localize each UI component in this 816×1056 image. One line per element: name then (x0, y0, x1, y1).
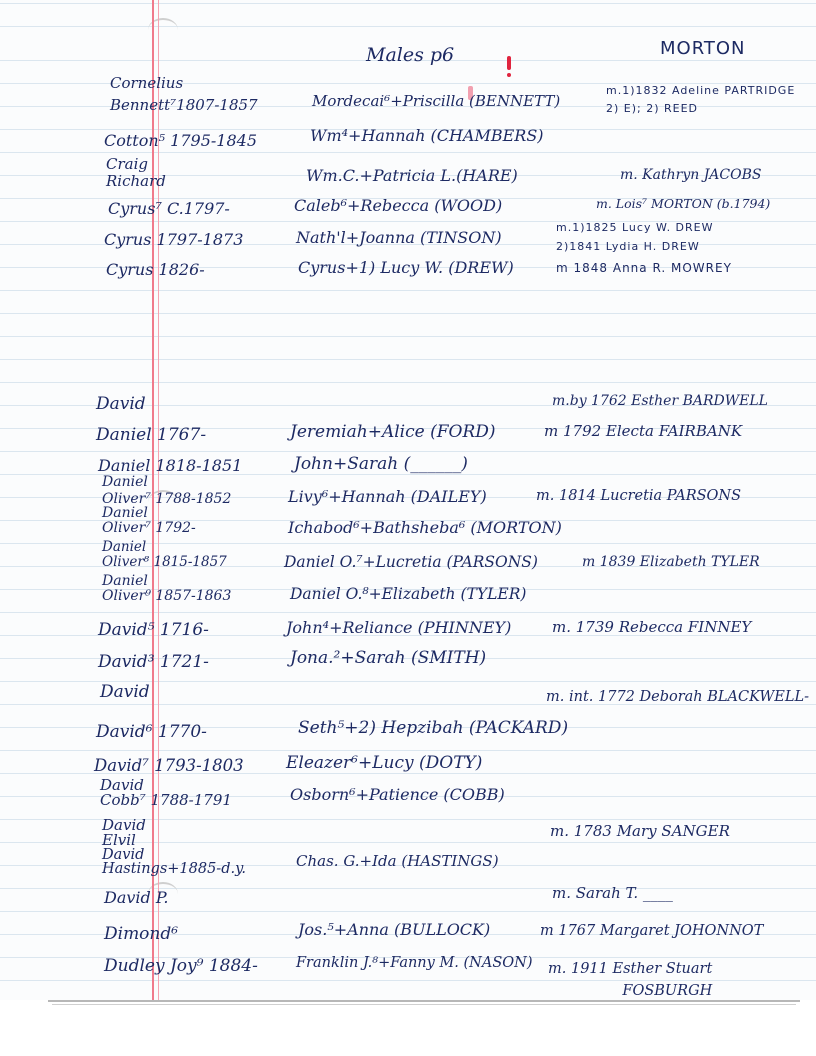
red-exclamation-mark (505, 56, 513, 78)
entry-name: David³ 1721- (98, 652, 209, 672)
entry-marriage: m 1767 Margaret JOHONNOT (540, 923, 764, 939)
entry-marriage: m. int. 1772 Deborah BLACKWELL- (546, 689, 810, 705)
entry-parents: John+Sarah (______) (294, 454, 468, 474)
entry-name: Craig Richard (106, 155, 166, 190)
entry-marriage: m.1)1825 Lucy W. DREW 2)1841 Lydia H. DREW (556, 221, 714, 253)
entry-name: Cyrus 1797-1873 (104, 230, 244, 249)
entry-marriage: m.by 1762 Esther BARDWELL (552, 393, 768, 409)
entry-name: David (96, 394, 146, 414)
entry-parents: Chas. G.+Ida (HASTINGS) (296, 852, 499, 870)
entry-name: Dimond⁶ (104, 924, 179, 944)
entry-parents: Osborn⁶+Patience (COBB) (290, 785, 505, 804)
entry-parents: Daniel O.⁸+Elizabeth (TYLER) (290, 585, 527, 603)
entry-parents: Eleazer⁶+Lucy (DOTY) (286, 753, 483, 773)
entry-name: Daniel Oliver⁹ 1857-1863 (102, 573, 232, 604)
entry-name: Dudley Joy⁹ 1884- (104, 956, 258, 976)
entry-name: David P. (104, 888, 169, 907)
page-bottom-edge-shadow (52, 1004, 796, 1005)
entry-parents: Caleb⁶+Rebecca (WOOD) (294, 196, 503, 215)
entry-name: David⁵ 1716- (98, 620, 209, 640)
entry-marriage: m. Sarah T. ____ (552, 884, 673, 902)
entry-parents: Jos.⁵+Anna (BULLOCK) (298, 920, 491, 939)
entry-name: Cornelius Bennett⁷1807-1857 (110, 74, 258, 114)
entry-marriage: m 1848 Anna R. MOWREY (556, 261, 732, 275)
entry-marriage: m 1792 Electa FAIRBANK (544, 422, 743, 440)
entry-name: David Hastings+1885-d.y. (102, 847, 246, 877)
entry-parents: Ichabod⁶+Bathsheba⁶ (MORTON) (288, 518, 562, 537)
page-bottom-edge (48, 1000, 800, 1002)
entry-name: Daniel Oliver⁷ 1792- (102, 505, 196, 536)
entry-parents: Jona.²+Sarah (SMITH) (290, 648, 487, 668)
entry-name: Daniel Oliver⁸ 1815-1857 (102, 539, 227, 570)
entry-marriage: m. 1814 Lucretia PARSONS (536, 488, 742, 504)
entry-parents: Daniel O.⁷+Lucretia (PARSONS) (284, 553, 538, 571)
page-title: Males p6 (366, 44, 455, 66)
entry-parents: Cyrus+1) Lucy W. (DREW) (298, 258, 514, 277)
entry-name: Cotton⁵ 1795-1845 (104, 131, 258, 150)
surname-heading: MORTON (660, 38, 746, 59)
entry-name: David (100, 682, 150, 702)
entry-parents: Mordecai⁶+Priscilla (BENNETT) (312, 92, 561, 110)
entry-parents: John⁴+Reliance (PHINNEY) (286, 618, 512, 637)
entry-name: Cyrus 1826- (106, 260, 205, 279)
entry-marriage: m. 1911 Esther Stuart FOSBURGH (548, 961, 713, 999)
entry-parents: Nath'l+Joanna (TINSON) (296, 228, 502, 247)
entry-parents: Seth⁵+2) Hepzibah (PACKARD) (298, 718, 569, 738)
entry-parents: Jeremiah+Alice (FORD) (290, 422, 496, 442)
entry-name: Daniel Oliver⁷ 1788-1852 (102, 474, 232, 507)
entry-name: David⁷ 1793-1803 (94, 756, 244, 775)
entry-marriage: m. Lois⁷ MORTON (b.1794) (596, 196, 771, 211)
entry-parents: Wm.C.+Patricia L.(HARE) (306, 166, 518, 185)
entry-name: David Cobb⁷ 1788-1791 (100, 776, 232, 809)
entry-marriage: m. Kathryn JACOBS (620, 167, 762, 183)
entry-parents: Wm⁴+Hannah (CHAMBERS) (310, 126, 544, 145)
entry-name: David⁶ 1770- (96, 722, 207, 742)
entry-marriage: m. 1739 Rebecca FINNEY (552, 618, 752, 636)
entry-name: David Elvil (102, 816, 146, 849)
entry-parents: Livy⁶+Hannah (DAILEY) (288, 487, 487, 506)
entry-marriage: m. 1783 Mary SANGER (550, 822, 730, 840)
entry-name: Daniel 1818-1851 (98, 456, 243, 475)
entry-name: Daniel 1767- (96, 425, 207, 445)
entry-marriage: m 1839 Elizabeth TYLER (582, 554, 760, 570)
entry-marriage: m.1)1832 Adeline PARTRIDGE 2) E); 2) REED (606, 84, 796, 115)
entry-parents: Franklin J.⁸+Fanny M. (NASON) (296, 955, 533, 971)
entry-name: Cyrus⁷ C.1797- (108, 199, 230, 218)
